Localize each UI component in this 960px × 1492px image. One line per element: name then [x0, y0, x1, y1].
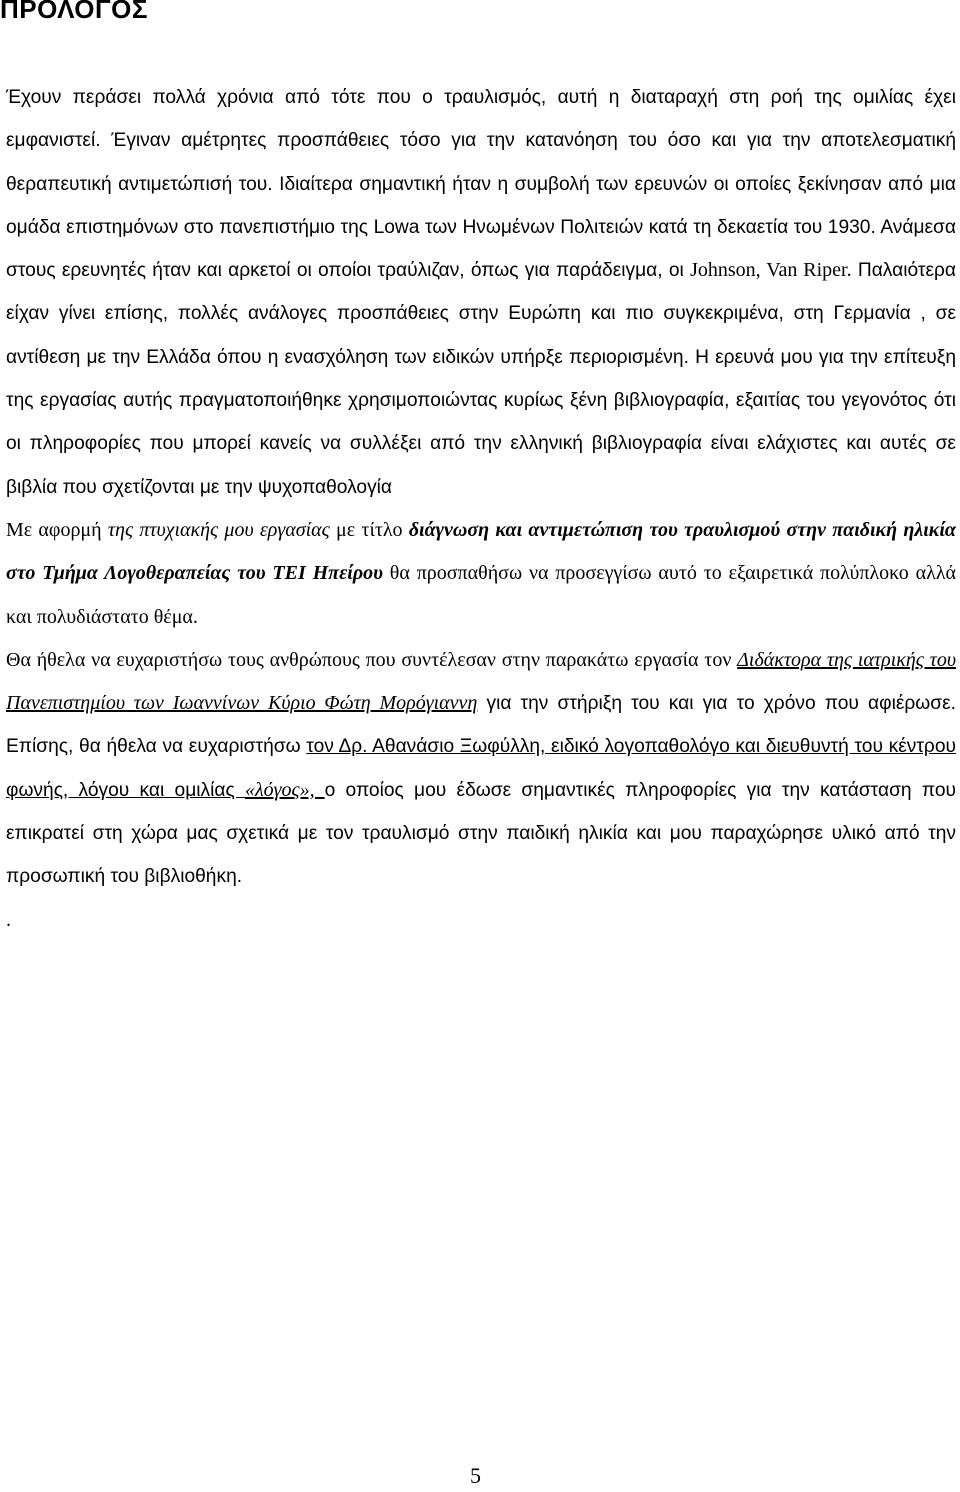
second-thanks-name: τον Δρ. Αθανάσιο Ξωφύλλη, ειδικό λογοπαθολόγο και διευθυντή του κέντρου φωνής, λόγου και ομιλίας [6, 736, 957, 801]
thesis-ref: της πτυχιακής μου εργασίας [107, 518, 330, 541]
body-text [6, 76, 956, 942]
paragraph-thesis [6, 509, 956, 639]
researcher-names: Johnson, Van Riper. [690, 259, 852, 282]
paragraph-intro-text: Έχουν περάσει πολλά χρόνια από τότε που ο τραυλισμός, αυτή η διαταραχή στη ροή της ομιλίας έχει εμφανιστεί. Έγιναν αμέτρητες προσπάθειες τόσο για την κατανόηση του όσο και για την αποτελεσματική θεραπευτική αντιμετώπισή του. Ιδιαίτερα σημαντική ήταν η συμβολή των ερευνών οι οποίες ξεκίνησαν από μια ομάδα επιστημόνων στο πανεπιστήμιο της Lowa των Ηνωμένων Πολιτειών κατά τη δεκαετία του 1930. Ανάμεσα στους ερευνητές ήταν και αρκετοί οι οποίοι τραύλιζαν, όπως για παράδειγμα, οι [6, 87, 956, 282]
thanks-lead: Θα ήθελα να ευχαριστήσω τους ανθρώπους που συντέλεσαν στην παρακάτω εργασία τον [6, 648, 738, 671]
page-number: 5 [470, 1463, 481, 1488]
thanks-middle: για την στήριξη του και για το χρόνο που αφιέρωσε. Επίσης, θα ήθελα να ευχαριστήσω [6, 693, 957, 758]
thesis-title-lead: με τίτλο [329, 518, 409, 541]
thesis-tail: θα προσπαθήσω να προσεγγίσω αυτό το εξαιρετικά πολύπλοκο αλλά και πολυδιάστατο θέμα. [6, 562, 956, 628]
paragraph-thanks [6, 639, 956, 899]
paragraph-intro [6, 76, 956, 509]
supervisor-name: Διδάκτορα της ιατρικής του Πανεπιστημίου των Ιωαννίνων Κύριο Φώτη Μορόγιαννη [6, 648, 956, 715]
dot-mark: . [6, 908, 11, 931]
thesis-lead: Με αφορμή [6, 518, 108, 541]
center-name: «λόγος», [245, 778, 325, 801]
thanks-tail: ο οποίος μου έδωσε σημαντικές πληροφορίες για την κατάσταση που επικρατεί στη χώρα μας σχετικά με τον τραυλισμό στην παιδική ηλικία και μου παραχώρησε υλικό από την προσωπική του βιβλιοθήκη. [6, 779, 956, 888]
trailing-dot [6, 899, 956, 942]
page-title: ΠΡΟΛΟΓΟΣ [0, 0, 148, 24]
thesis-title: διάγνωση και αντιμετώπιση του τραυλισμού στην παιδική ηλικία στο Τμήμα Λογοθεραπείας του ΤΕΙ Ηπείρου [6, 518, 956, 585]
paragraph-intro-text-2: Παλαιότερα είχαν γίνει επίσης, πολλές ανάλογες προσπάθειες στην Ευρώπη και πιο συγκεκριμένα, στη Γερμανία , σε αντίθεση με την Ελλάδα όπου η ενασχόληση των ειδικών υπήρξε περιορισμένη. Η ερευνά μου για την επίτευξη της εργασίας αυτής πραγματοποιήθηκε χρησιμοποιώντας κυρίως ξένη βιβλιογραφία, εξαιτίας του γεγονότος ότι οι πληροφορίες που μπορεί κανείς να συλλέξει από την ελληνική βιβλιογραφία είναι ελάχιστες και αυτές σε βιβλία που σχετίζονται με την ψυχοπαθολογία [6, 260, 957, 498]
